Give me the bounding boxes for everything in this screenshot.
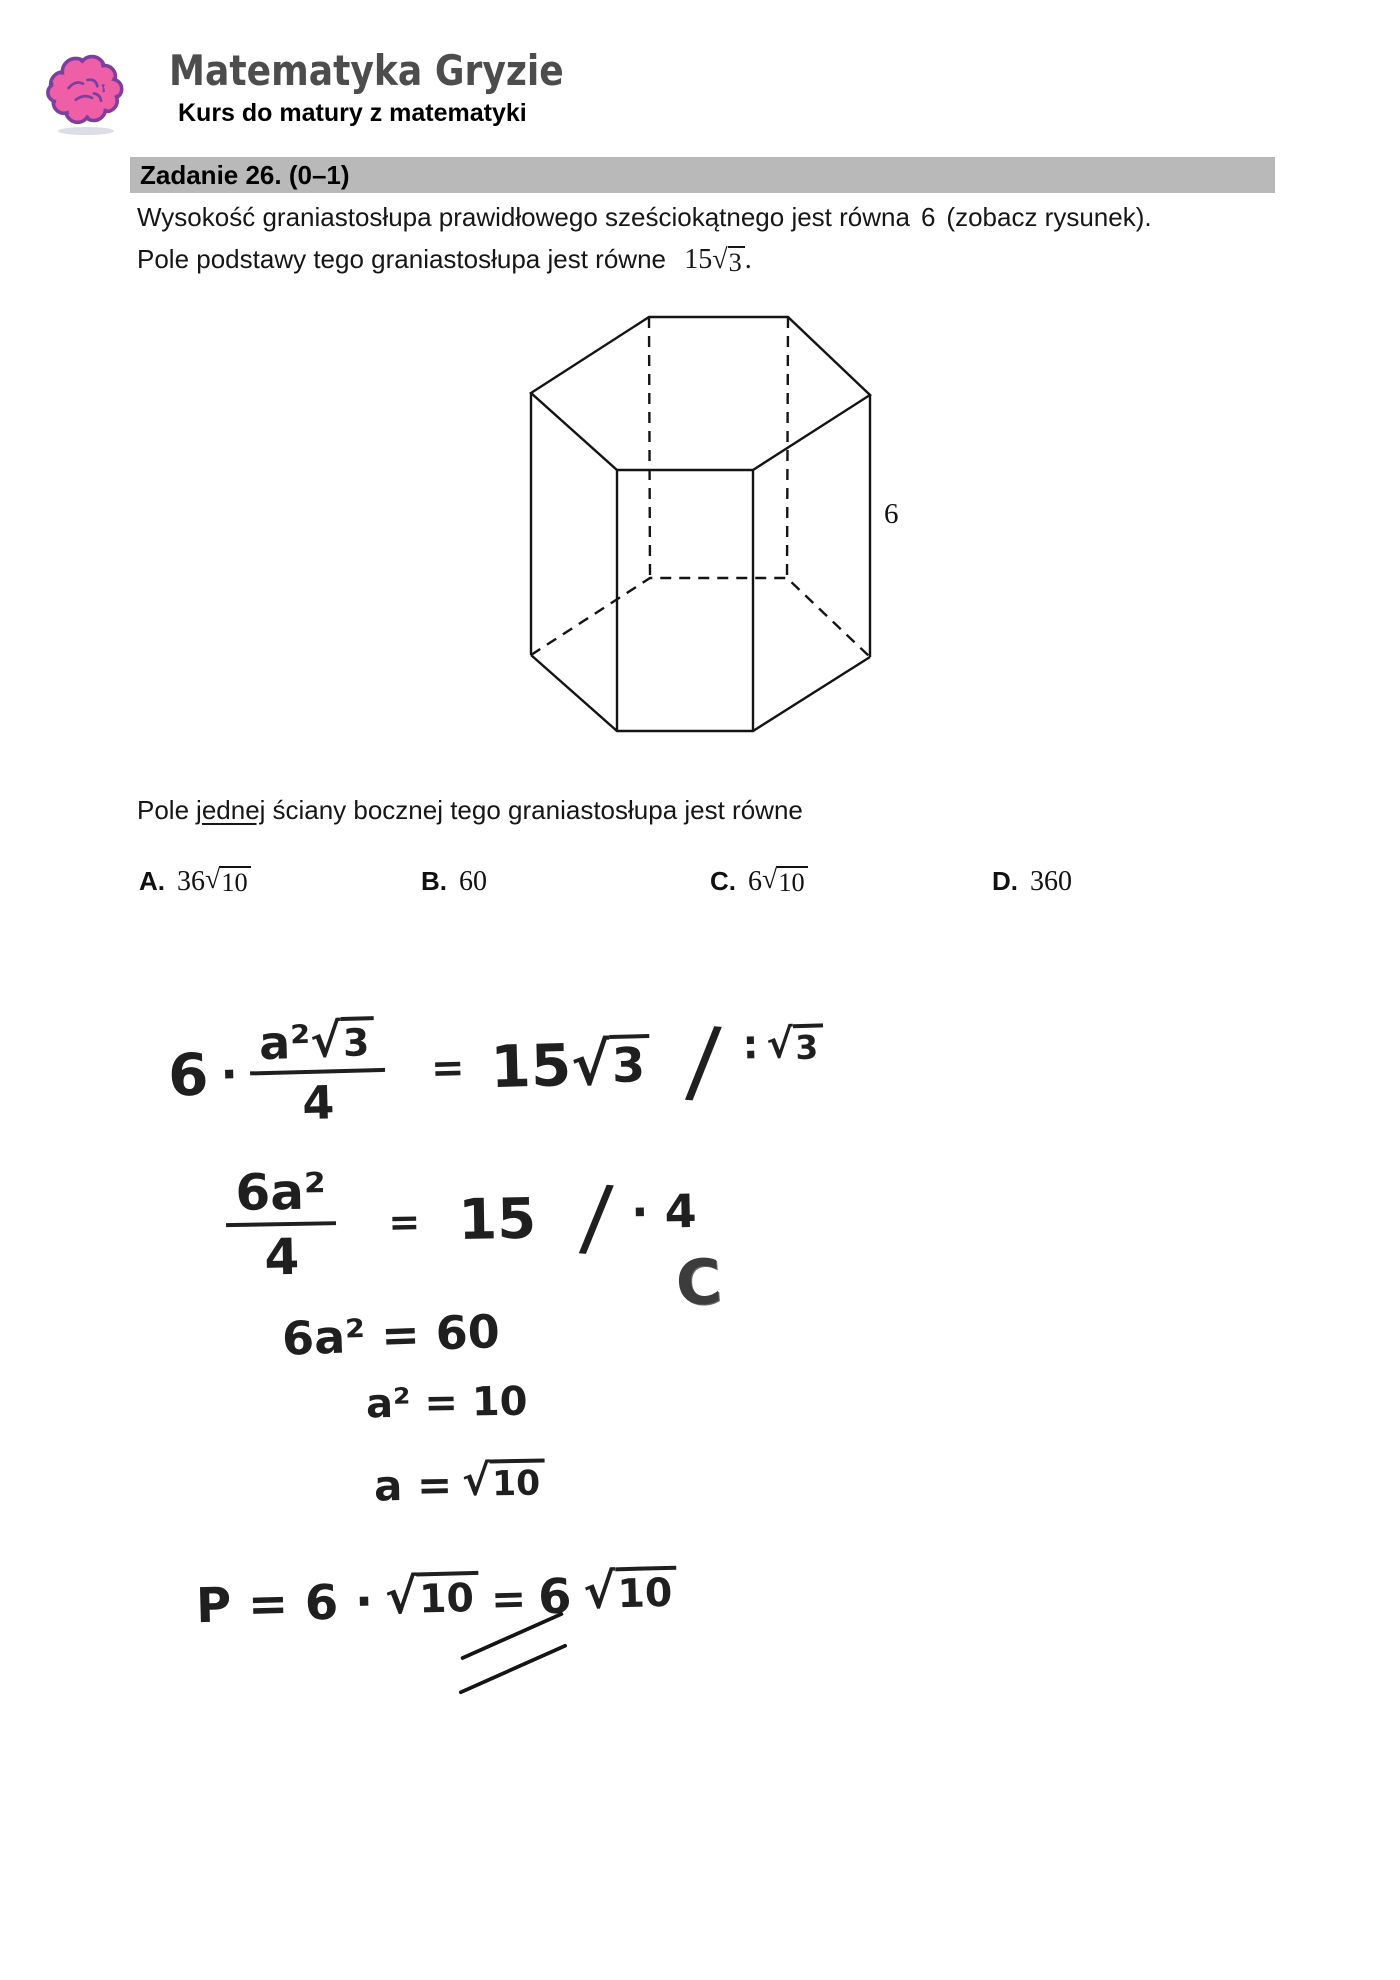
answer-a-radicand: 10 [220, 866, 250, 897]
prism-height-label: 6 [884, 498, 899, 530]
answer-a-letter: A. [139, 866, 165, 896]
question-post: ściany bocznej tego graniastosłupa jest równe [272, 795, 803, 825]
step1-rhs [489, 1030, 651, 1102]
prism-top-face [531, 317, 870, 470]
base-area-coeff: 15 [684, 244, 713, 275]
task-banner-title: Zadanie 26. (0–1) [140, 160, 350, 190]
statement-line2-text: Pole podstawy tego graniastosłupa jest równe [137, 244, 666, 274]
solution-step-5 [373, 1455, 546, 1511]
prism-bottom-back [531, 578, 870, 657]
answer-c-letter: C. [710, 866, 736, 896]
question-line [137, 795, 803, 826]
answer-d-value: 360 [1030, 866, 1072, 897]
step2-denominator: 4 [263, 1227, 300, 1286]
step1-coeff: 6 [167, 1040, 210, 1110]
solution-step-6 [195, 1563, 678, 1635]
step1-operation [741, 1021, 824, 1069]
brain-logo-icon [38, 50, 128, 128]
statement-line-2 [137, 244, 763, 277]
base-area-radical [712, 246, 745, 277]
height-value: 6 [920, 202, 936, 232]
sqrt-symbol: √ [461, 1455, 491, 1505]
brand-title: Matematyka Gryzie [169, 46, 564, 95]
answer-a-value [177, 866, 251, 898]
step1-rhs-coeff: 15 [489, 1031, 573, 1102]
step1-op-radicand: 3 [793, 1024, 824, 1066]
answer-b-letter: B. [421, 866, 447, 896]
answer-option-c [710, 866, 808, 898]
answer-option-d [992, 866, 1072, 898]
step1-denominator: 4 [301, 1075, 335, 1130]
sqrt-symbol: √ [712, 244, 728, 275]
step6-radical-1 [384, 1568, 479, 1626]
step1-fraction [249, 1013, 387, 1130]
both-sides-slash: / [577, 1166, 616, 1270]
divide-colon: : [741, 1022, 760, 1069]
question-pre: Pole [137, 795, 190, 825]
sqrt-symbol: √ [384, 1568, 418, 1626]
equals-sign: = [430, 1044, 466, 1092]
equals-sign: = [490, 1573, 527, 1624]
logo-shadow [58, 127, 114, 135]
step1-numerator [249, 1013, 385, 1071]
step1-rhs-radicand: 3 [609, 1034, 651, 1092]
step6-pre: P = 6 · [195, 1573, 374, 1635]
sqrt-symbol: √ [309, 1013, 342, 1069]
base-area-radicand: 3 [728, 246, 745, 277]
answer-b-value: 60 [459, 866, 487, 897]
step2-operation: · 4 [630, 1183, 698, 1240]
answer-a-coeff: 36 [177, 866, 205, 897]
answer-a-radical [205, 866, 251, 897]
solution-step-3: 6a² = 60 [281, 1304, 501, 1366]
brand-tagline: Kurs do matury z matematyki [178, 99, 527, 127]
step1-num-pre: a² [258, 1014, 312, 1070]
statement-line1-text: Wysokość graniastosłupa prawidłowego sześciokątnego jest równa [137, 202, 910, 232]
sqrt-symbol: √ [570, 1030, 611, 1100]
step6-final-coeff: 6 [537, 1568, 573, 1626]
prism-bottom-front [531, 655, 870, 731]
step5-radicand: 10 [490, 1459, 546, 1503]
solution-step-4: a² = 10 [365, 1378, 528, 1428]
prism-hidden-edge-back-left [649, 317, 650, 578]
step6-radicand-1: 10 [416, 1571, 479, 1621]
base-area-value [684, 244, 752, 275]
sqrt-symbol: √ [582, 1563, 617, 1621]
chosen-answer-mark: C [673, 1244, 725, 1321]
step5-lhs: a = [373, 1460, 453, 1511]
sqrt-symbol: √ [205, 864, 221, 895]
multiplication-dot: · [219, 1046, 239, 1102]
answer-option-a [139, 866, 251, 898]
answer-d-letter: D. [992, 866, 1018, 896]
answer-c-value [748, 866, 808, 898]
sentence-period: . [744, 244, 752, 275]
sqrt-symbol: √ [765, 1021, 794, 1069]
solution-step-2 [225, 1146, 698, 1296]
answer-c-coeff: 6 [748, 866, 762, 897]
step1-num-radicand: 3 [340, 1016, 374, 1063]
step2-numerator: 6a² [234, 1161, 327, 1222]
step1-num-radical [309, 1013, 375, 1069]
both-sides-slash: / [683, 1006, 724, 1116]
statement-line-1 [137, 202, 1152, 233]
step2-fraction [225, 1161, 337, 1286]
step1-op-radical [765, 1021, 824, 1069]
solution-step-1 [166, 991, 825, 1142]
step6-radical-2 [582, 1563, 678, 1621]
step5-radical [461, 1455, 546, 1505]
statement-line1-suffix: (zobacz rysunek). [946, 202, 1152, 232]
step2-rhs: 15 [457, 1186, 537, 1254]
hexagonal-prism-figure [500, 300, 910, 750]
step1-rhs-radical [570, 1030, 650, 1100]
answer-c-radical [762, 866, 808, 897]
task-banner [130, 157, 1275, 193]
equals-sign: = [388, 1199, 421, 1245]
sqrt-symbol: √ [762, 864, 778, 895]
step6-radicand-2: 10 [615, 1566, 678, 1616]
answer-c-radicand: 10 [777, 866, 807, 897]
question-underlined-word: jednej [196, 795, 266, 825]
answer-option-b [421, 866, 487, 898]
